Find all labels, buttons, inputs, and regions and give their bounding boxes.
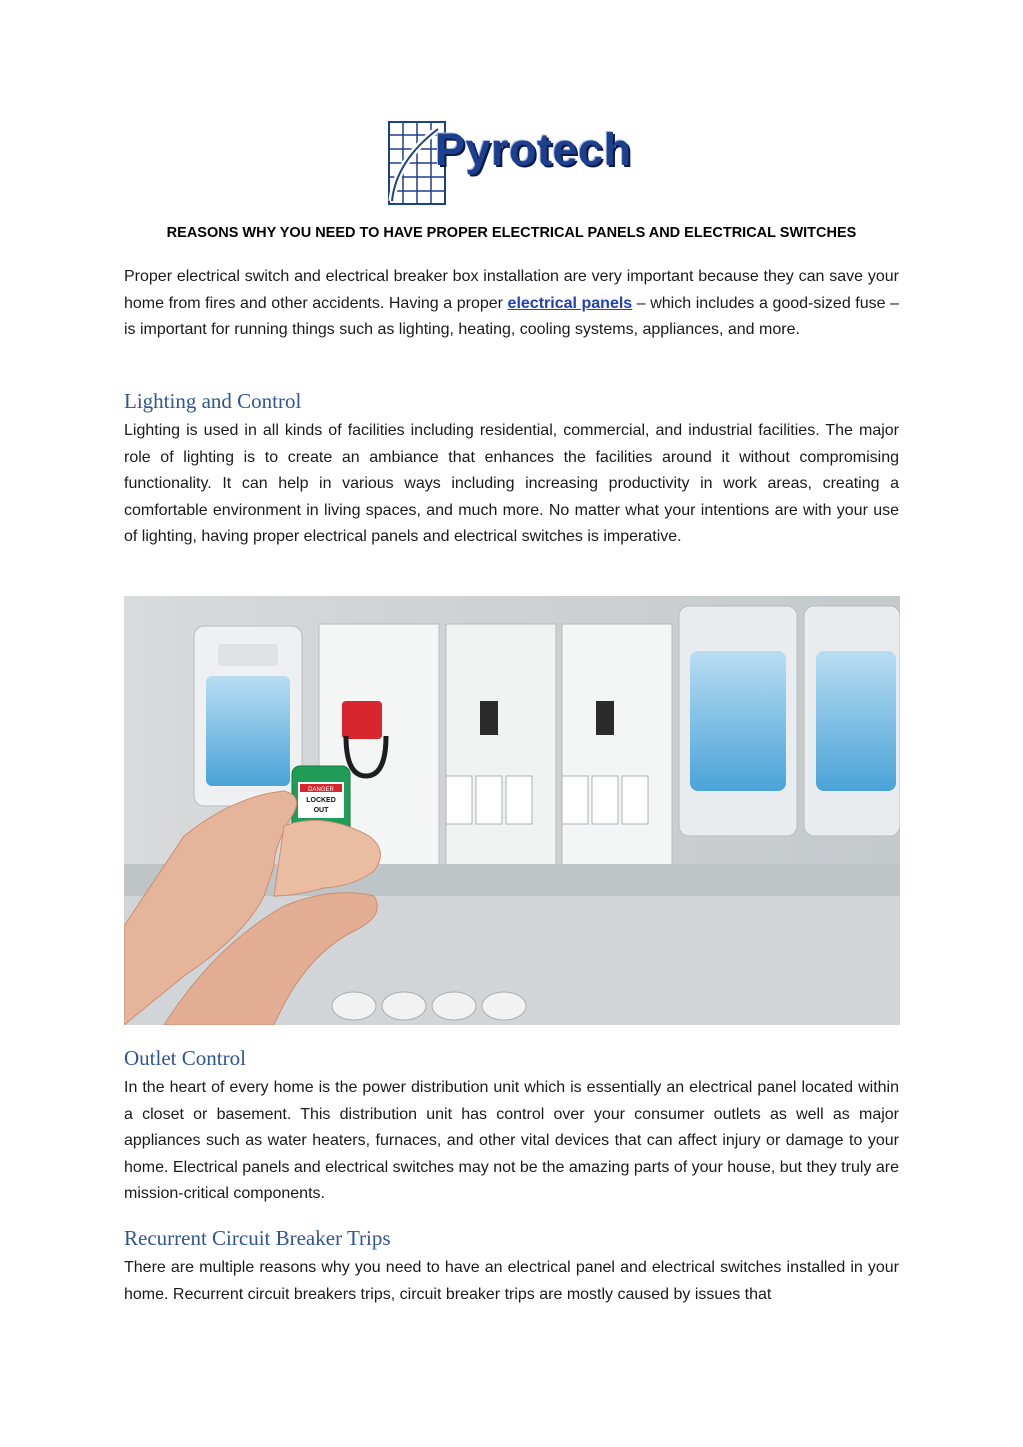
- section-body-breaker-trips: There are multiple reasons why you need to have an electrical panel and electrical switches installed in your home. Recurrent circuit breakers trips, circuit breaker trips are mostly caused by issues that: [124, 1259, 899, 1303]
- intro-text-start: Proper electrical switch and electrical breaker box installation are very important because they can save your home from fires and other accidents. Having a proper: [124, 268, 899, 312]
- intro-text-end: – which includes a good-sized fuse – is important for running things such as lighting, heating, cooling systems, appliances, and more.: [124, 294, 899, 338]
- lock-tag-out: OUT: [313, 807, 329, 814]
- section-body-lighting: Lighting is used in all kinds of facilities including residential, commercial, and industrial facilities. The major role of lighting is to create an ambiance that enhances the facilities around it without compromising functionality. It can help in various ways including increasing productivity in work areas, creating a comfortable environment in living spaces, and much more. No matter what your intentions are with your use of lighting, having proper electrical panels and electrical switches is imperative.: [124, 422, 899, 545]
- electrical-panels-link[interactable]: electrical panels: [507, 294, 633, 312]
- section-heading-outlet: Outlet Control: [124, 1046, 246, 1070]
- section-heading-breaker-trips: Recurrent Circuit Breaker Trips: [124, 1226, 391, 1250]
- logo-brand-text: Pyrotech: [435, 124, 632, 175]
- lock-tag-danger: DANGER: [308, 787, 334, 793]
- intro-paragraph: [124, 264, 899, 344]
- document-title: REASONS WHY YOU NEED TO HAVE PROPER ELECTRICAL PANELS AND ELECTRICAL SWITCHES: [166, 225, 857, 241]
- lockout-panel-photo: [124, 596, 900, 1025]
- section-heading-lighting: Lighting and Control: [124, 389, 302, 413]
- section-body-outlet: In the heart of every home is the power distribution unit which is essentially an electrical panel located within a closet or basement. This distribution unit has control over your consumer outlets as well as major appliances such as water heaters, furnaces, and other vital devices that can affect injury or damage to your home. Electrical panels and electrical switches may not be the amazing parts of your house, but they truly are mission-critical components.: [124, 1079, 899, 1202]
- lock-tag-locked: LOCKED: [306, 797, 336, 804]
